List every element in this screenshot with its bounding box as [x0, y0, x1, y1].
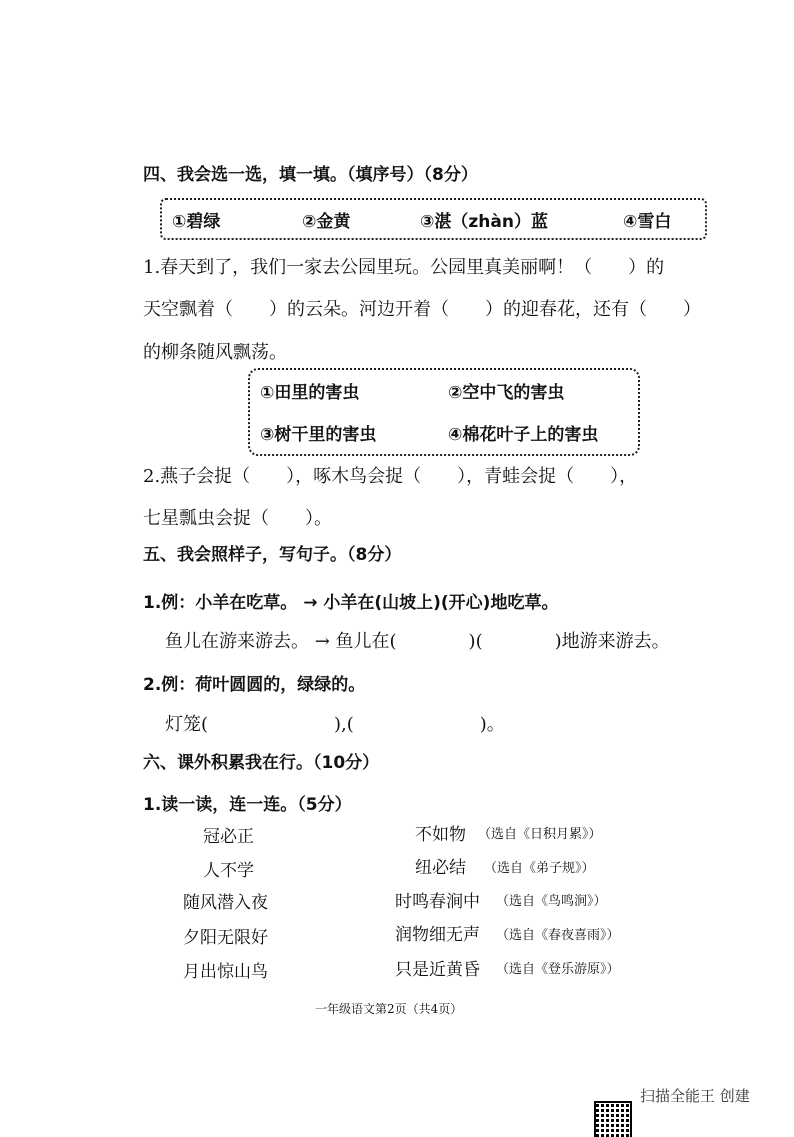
option2-4: ④棉花叶子上的害虫 [448, 425, 599, 445]
q2-line-2: 七星瓢虫会捉（ ）。 [143, 508, 332, 529]
q2-line-1: 2.燕子会捉（ ），啄木鸟会捉（ ），青蛙会捉（ ）， [143, 466, 638, 487]
poem-source-3: （选自《鸟鸣涧》） [496, 894, 607, 909]
poem-right-1: 不如物 [415, 825, 466, 845]
scanner-watermark: 扫描全能王 创建 [640, 1087, 750, 1105]
poem-left-5: 月出惊山鸟 [183, 962, 268, 982]
poem-left-1: 冠必正 [203, 827, 254, 847]
poem-source-2: （选自《弟子规》） [484, 861, 595, 876]
option2-2: ②空中飞的害虫 [448, 383, 565, 403]
poem-left-2: 人不学 [203, 861, 254, 881]
poem-source-5: （选自《登乐游原》） [496, 962, 620, 977]
task-1: 鱼儿在游来游去。 → 鱼儿在( )( )地游来游去。 [165, 631, 670, 652]
q1-line-1: 1.春天到了，我们一家去公园里玩。公园里真美丽啊！（ ）的 [143, 257, 665, 278]
q1-line-3: 的柳条随风飘荡。 [143, 342, 287, 363]
q1-line-2: 天空飘着（ ）的云朵。河边开着（ ）的迎春花，还有（ ） [143, 299, 701, 320]
option2-1: ①田里的害虫 [260, 383, 360, 403]
option-3: ③湛（zhàn）蓝 [420, 212, 548, 232]
section6-sub: 1.读一读，连一连。（5分） [143, 795, 352, 815]
task-2: 灯笼( ),( )。 [165, 714, 505, 735]
poem-source-4: （选自《春夜喜雨》） [496, 928, 620, 943]
option-2: ②金黄 [302, 212, 351, 232]
example-2: 2.例：荷叶圆圆的，绿绿的。 [143, 675, 366, 695]
option-1: ①碧绿 [172, 212, 221, 232]
example-1: 1.例：小羊在吃草。 → 小羊在(山坡上)(开心)地吃草。 [143, 593, 559, 613]
option2-3: ③树干里的害虫 [260, 425, 377, 445]
page-footer: 一年级语文第2页（共4页） [315, 1002, 463, 1016]
section6-heading: 六、课外积累我在行。（10分） [143, 753, 380, 773]
poem-source-1: （选自《日积月累》） [478, 827, 602, 842]
option-4: ④雪白 [623, 212, 672, 232]
poem-right-2: 纽必结 [415, 858, 466, 878]
poem-left-3: 随风潜入夜 [183, 893, 268, 913]
poem-right-4: 润物细无声 [395, 925, 480, 945]
section4-heading: 四、我会选一选，填一填。（填序号）（8分） [143, 165, 478, 185]
poem-right-5: 只是近黄昏 [395, 960, 480, 980]
poem-left-4: 夕阳无限好 [183, 928, 268, 948]
poem-right-3: 时鸣春涧中 [395, 892, 480, 912]
section5-heading: 五、我会照样子，写句子。（8分） [143, 545, 402, 565]
qr-code-icon [596, 1103, 630, 1137]
